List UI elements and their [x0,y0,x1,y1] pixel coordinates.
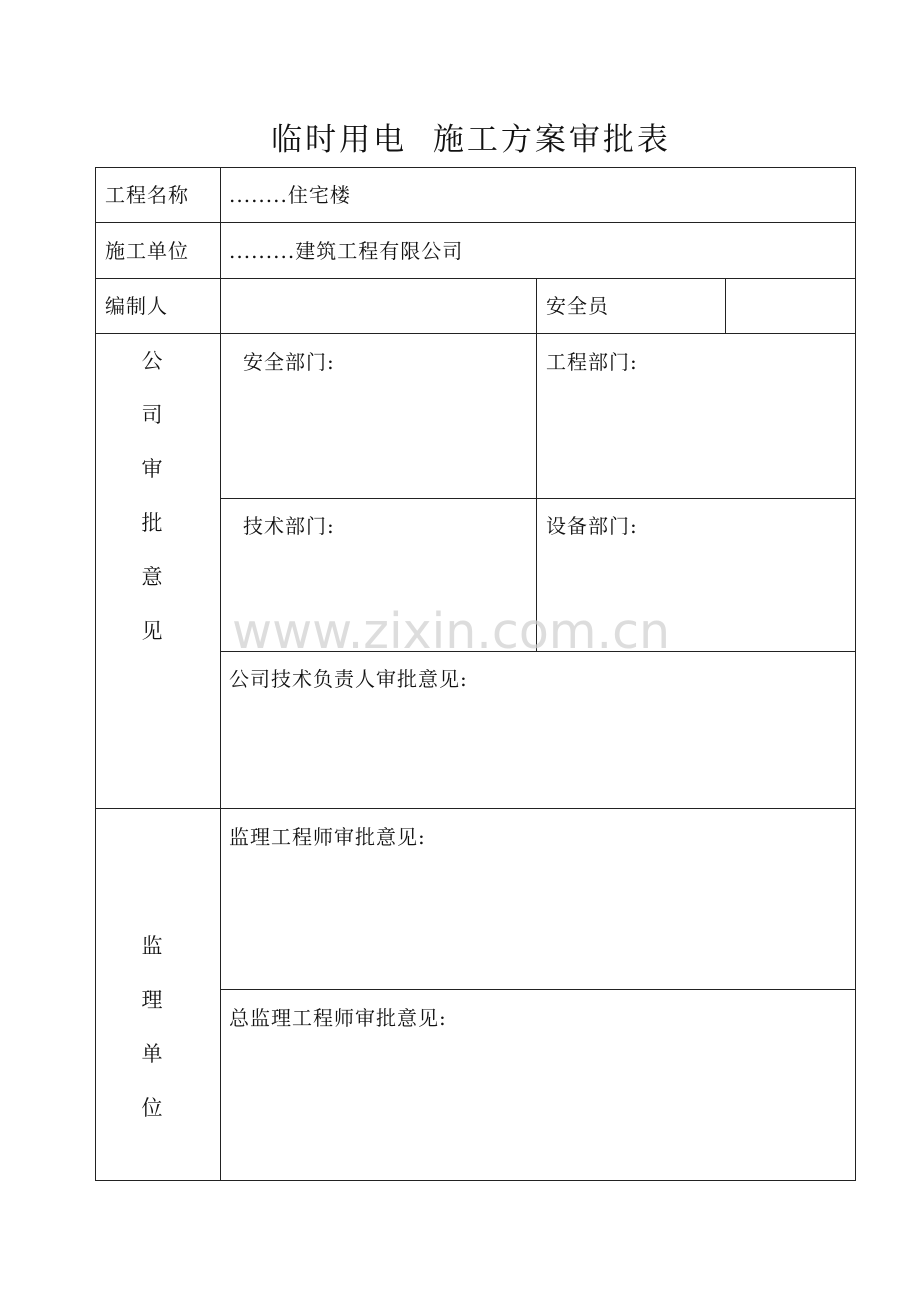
side-char-4: 批 [141,511,163,535]
row-line-supervision [220,989,856,990]
side-char-5: 意 [141,565,163,589]
supervision-side-label [137,932,167,1122]
row-line-dept-1 [220,498,856,499]
company-approval-side-label [137,347,167,645]
table-border-bottom [95,1180,856,1181]
project-name-label: 工程名称 [105,183,189,207]
col-line-label [220,167,221,1181]
technical-dept-label: 技术部门: [243,514,335,538]
supervision-char-4: 位 [141,1096,163,1120]
project-name-value: ........住宅楼 [229,183,351,207]
chief-engineer-opinion-label: 总监理工程师审批意见: [229,1006,447,1030]
row-line-1 [95,222,856,223]
safety-dept-label: 安全部门: [243,350,335,374]
approval-table [95,167,856,1181]
tech-head-opinion-label: 公司技术负责人审批意见: [229,667,468,691]
side-char-3: 审 [141,457,163,481]
col-line-compiler [536,278,537,334]
compiler-label: 编制人 [105,294,168,318]
supervision-char-3: 单 [141,1042,163,1066]
construction-unit-value: .........建筑工程有限公司 [229,239,464,263]
equipment-dept-label: 设备部门: [546,514,638,538]
side-char-2: 司 [141,403,163,427]
engineering-dept-label: 工程部门: [546,350,638,374]
form-title: 临时用电 施工方案审批表 [271,122,671,158]
row-line-3 [95,333,856,334]
table-border-left [95,167,96,1181]
table-border-top [95,167,856,168]
row-line-section [95,808,856,809]
supervision-engineer-opinion-label: 监理工程师审批意见: [229,825,426,849]
side-char-1: 公 [141,349,163,373]
supervision-char-2: 理 [141,988,163,1012]
row-line-2 [95,278,856,279]
supervision-char-1: 监 [141,934,163,958]
side-char-6: 见 [141,619,163,643]
col-line-safety-officer [725,278,726,334]
safety-officer-label: 安全员 [546,294,609,318]
table-border-right [855,167,856,1181]
construction-unit-label: 施工单位 [105,239,189,263]
watermark-text: www.zixin.com.cn [232,603,671,660]
